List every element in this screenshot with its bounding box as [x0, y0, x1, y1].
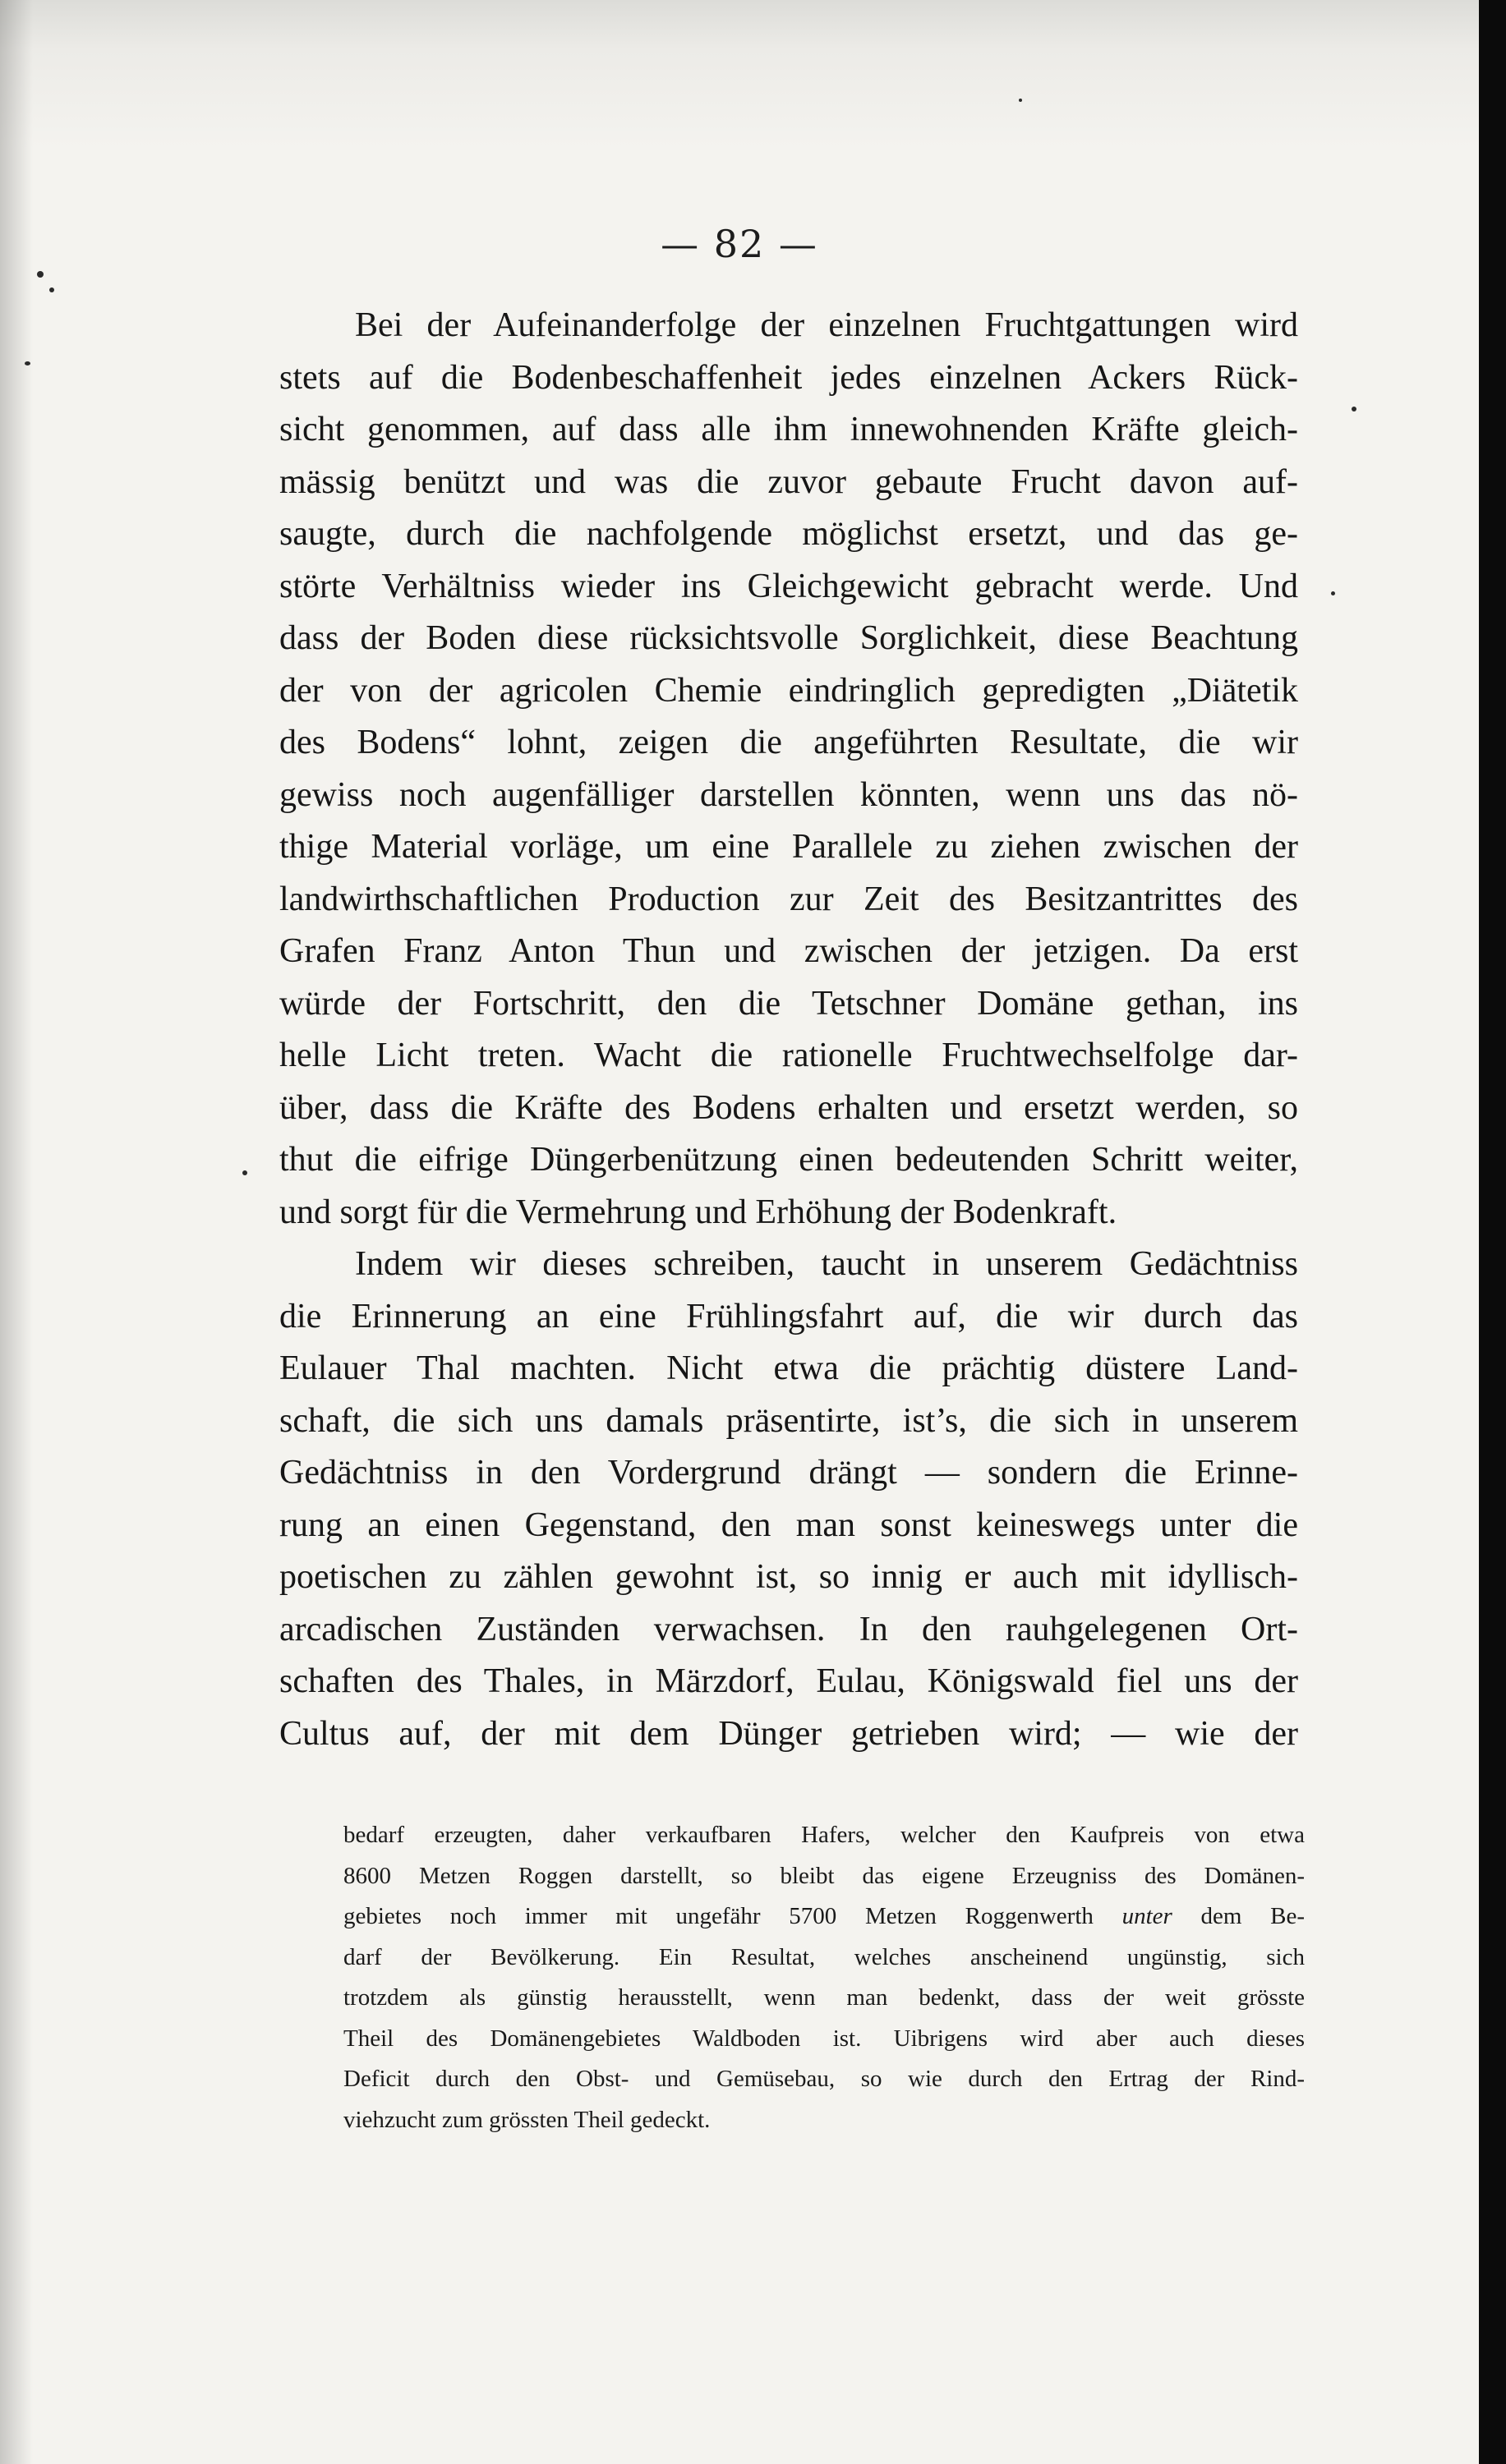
paragraph-1	[279, 300, 1298, 1239]
text-line: die Erinnerung an eine Frühlingsfahrt auf, die wir durch das	[279, 1297, 1298, 1335]
text-line: stets auf die Bodenbeschaffenheit jedes einzelnen Ackers Rück-	[279, 358, 1298, 397]
text-line: störte Verhältniss wieder ins Gleichgewicht gebracht werde. Und	[279, 567, 1298, 605]
text-line: helle Licht treten. Wacht die rationelle Fruchtwechselfolge dar-	[279, 1037, 1298, 1074]
page-number: — 82 —	[661, 222, 818, 266]
text-line: Eulauer Thal machten. Nicht etwa die prächtig düstere Land-	[279, 1349, 1298, 1387]
footnote-emphasis: unter	[1121, 1903, 1172, 1929]
text-line: landwirthschaftlichen Production zur Zeit des Besitzantrittes des	[279, 880, 1298, 918]
footnote-line: bedarf erzeugten, daher verkaufbaren Hafers, welcher den Kaufpreis von etwa	[343, 1822, 1305, 1848]
page-left-edge-shadow	[0, 0, 33, 2464]
footnote	[343, 1815, 1305, 2140]
ink-speck	[242, 1170, 247, 1175]
text-line: Grafen Franz Anton Thun und zwischen der jetzigen. Da erst	[279, 932, 1298, 970]
text-line: sicht genommen, auf dass alle ihm innewohnenden Kräfte gleich-	[279, 411, 1298, 448]
text-line: Cultus auf, der mit dem Dünger getrieben wird; — wie der	[279, 1714, 1298, 1753]
footnote-line	[343, 1896, 1305, 1938]
ink-speck	[25, 361, 30, 365]
footnote-line: Deficit durch den Obst- und Gemüsebau, so wie durch den Ertrag der Rind-	[343, 2066, 1305, 2092]
text-line: Bei der Aufeinanderfolge der einzelnen Fruchtgattungen wird	[355, 306, 1298, 344]
text-line: gewiss noch augenfälliger darstellen könnten, wenn uns das nö-	[279, 775, 1298, 814]
text-line: poetischen zu zählen gewohnt ist, so innig er auch mit idyllisch-	[279, 1558, 1298, 1596]
ink-speck	[1331, 591, 1335, 595]
footnote-line: trotzdem als günstig herausstellt, wenn man bedenkt, dass der weit grösste	[343, 1984, 1305, 2011]
main-text	[279, 300, 1298, 1760]
footnote-line: darf der Bevölkerung. Ein Resultat, welches anscheinend ungünstig, sich	[343, 1943, 1305, 1970]
text-line: rung an einen Gegenstand, den man sonst keineswegs unter die	[279, 1506, 1298, 1544]
text-line: saugte, durch die nachfolgende möglichst ersetzt, und das ge-	[279, 515, 1298, 553]
ink-speck	[49, 287, 54, 292]
text-line: des Bodens“ lohnt, zeigen die angeführten Resultate, die wir	[279, 724, 1298, 761]
footnote-line: Theil des Domänengebietes Waldboden ist. Uibrigens wird aber auch dieses	[343, 2025, 1305, 2052]
ink-speck	[37, 271, 44, 278]
text-line: und sorgt für die Vermehrung und Erhöhung der Bodenkraft.	[279, 1193, 1117, 1231]
footnote-text: gebietes noch immer mit ungefähr 5700 Metzen Roggenwerth	[343, 1903, 1094, 1929]
text-line: der von der agricolen Chemie eindringlich gepredigten „Diätetik	[279, 671, 1298, 710]
text-line: mässig benützt und was die zuvor gebaute Frucht davon auf-	[279, 462, 1298, 501]
text-line: über, dass die Kräfte des Bodens erhalten und ersetzt werden, so	[279, 1088, 1298, 1127]
text-line: dass der Boden diese rücksichtsvolle Sorglichkeit, diese Beachtung	[279, 619, 1298, 657]
ink-speck	[1019, 99, 1022, 102]
footnote-text: dem Be-	[1200, 1903, 1305, 1929]
text-line: Gedächtniss in den Vordergrund drängt — sondern die Erinne-	[279, 1454, 1298, 1492]
ink-speck	[1352, 407, 1356, 411]
text-line: schaft, die sich uns damals präsentirte, ist’s, die sich in unserem	[279, 1401, 1298, 1440]
text-line: Indem wir dieses schreiben, taucht in unserem Gedächtniss	[355, 1245, 1298, 1283]
text-line: thut die eifrige Düngerbenützung einen bedeutenden Schritt weiter,	[279, 1141, 1298, 1179]
text-line: schaften des Thales, in Märzdorf, Eulau, Königswald fiel uns der	[279, 1662, 1298, 1700]
footnote-line: viehzucht zum grössten Theil gedeckt.	[343, 2106, 711, 2133]
paragraph-2	[279, 1239, 1298, 1760]
footnote-line: 8600 Metzen Roggen darstellt, so bleibt das eigene Erzeugniss des Domänen-	[343, 1862, 1305, 1889]
text-line: arcadischen Zuständen verwachsen. In den rauhgelegenen Ort-	[279, 1610, 1298, 1648]
scan-border-right	[1479, 0, 1506, 2464]
text-line: thige Material vorläge, um eine Parallele zu ziehen zwischen der	[279, 828, 1298, 866]
text-line: würde der Fortschritt, den die Tetschner Domäne gethan, ins	[279, 984, 1298, 1023]
